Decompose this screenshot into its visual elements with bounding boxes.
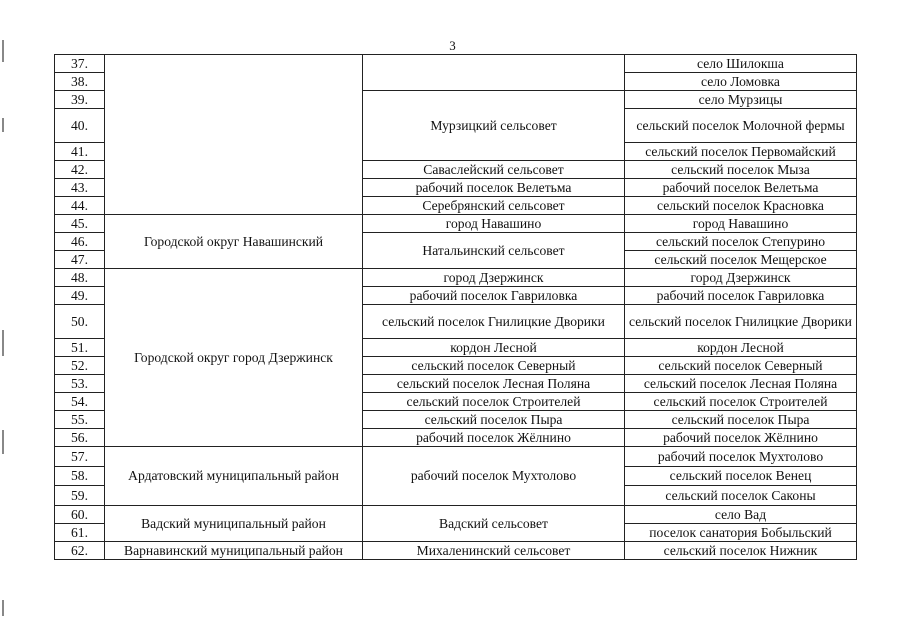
scan-edge-mark — [2, 430, 4, 454]
municipality-cell: Серебрянский сельсовет — [363, 197, 625, 215]
row-number: 44. — [55, 197, 105, 215]
table-row — [55, 55, 857, 73]
municipality-cell: сельский поселок Пыра — [363, 411, 625, 429]
settlement-cell: село Ломовка — [625, 73, 857, 91]
municipality-cell: кордон Лесной — [363, 339, 625, 357]
row-number: 38. — [55, 73, 105, 91]
row-number: 54. — [55, 393, 105, 411]
row-number: 51. — [55, 339, 105, 357]
municipality-cell: сельский поселок Лесная Поляна — [363, 375, 625, 393]
row-number: 46. — [55, 233, 105, 251]
settlement-cell: сельский поселок Молочной фермы — [625, 109, 857, 143]
municipality-cell — [363, 55, 625, 91]
settlement-cell: село Вад — [625, 506, 857, 524]
table-row — [55, 269, 857, 287]
settlement-cell: село Мурзицы — [625, 91, 857, 109]
settlement-cell: сельский поселок Северный — [625, 357, 857, 375]
settlement-cell: сельский поселок Венец — [625, 467, 857, 486]
settlement-cell: рабочий поселок Жёлнино — [625, 429, 857, 447]
municipality-cell: Натальинский сельсовет — [363, 233, 625, 269]
row-number: 50. — [55, 305, 105, 339]
settlement-cell: сельский поселок Гнилицкие Дворики — [625, 305, 857, 339]
settlement-cell: сельский поселок Степурино — [625, 233, 857, 251]
municipality-cell: рабочий поселок Жёлнино — [363, 429, 625, 447]
scan-edge-mark — [2, 600, 4, 616]
municipality-cell: рабочий поселок Велетьма — [363, 179, 625, 197]
row-number: 45. — [55, 215, 105, 233]
scan-edge-mark — [2, 330, 4, 356]
row-number: 43. — [55, 179, 105, 197]
settlement-cell: город Навашино — [625, 215, 857, 233]
municipality-cell: город Навашино — [363, 215, 625, 233]
district-cell: Варнавинский муниципальный район — [105, 542, 363, 560]
municipality-cell: сельский поселок Строителей — [363, 393, 625, 411]
settlement-cell: поселок санатория Бобыльский — [625, 524, 857, 542]
row-number: 59. — [55, 486, 105, 506]
scan-edge-mark — [2, 118, 4, 132]
municipality-cell: Мурзицкий сельсовет — [363, 91, 625, 161]
row-number: 48. — [55, 269, 105, 287]
settlement-cell: сельский поселок Мыза — [625, 161, 857, 179]
district-cell: Городской округ Навашинский — [105, 215, 363, 269]
settlement-cell: сельский поселок Строителей — [625, 393, 857, 411]
table-row — [55, 447, 857, 467]
table-row — [55, 506, 857, 524]
row-number: 37. — [55, 55, 105, 73]
row-number: 58. — [55, 467, 105, 486]
settlement-cell: сельский поселок Лесная Поляна — [625, 375, 857, 393]
table-row — [55, 215, 857, 233]
settlements-table — [54, 54, 857, 560]
page-number: 3 — [449, 38, 456, 53]
row-number: 42. — [55, 161, 105, 179]
municipality-cell: рабочий поселок Мухтолово — [363, 447, 625, 506]
row-number: 52. — [55, 357, 105, 375]
settlement-cell: сельский поселок Саконы — [625, 486, 857, 506]
row-number: 56. — [55, 429, 105, 447]
row-number: 41. — [55, 143, 105, 161]
settlement-cell: сельский поселок Первомайский — [625, 143, 857, 161]
district-cell: Вадский муниципальный район — [105, 506, 363, 542]
settlement-cell: рабочий поселок Мухтолово — [625, 447, 857, 467]
row-number: 62. — [55, 542, 105, 560]
row-number: 47. — [55, 251, 105, 269]
district-cell — [105, 55, 363, 215]
settlement-cell: село Шилокша — [625, 55, 857, 73]
settlement-cell: рабочий поселок Велетьма — [625, 179, 857, 197]
scan-edge-mark — [2, 40, 4, 62]
municipality-cell: Саваслейский сельсовет — [363, 161, 625, 179]
row-number: 61. — [55, 524, 105, 542]
municipality-cell: сельский поселок Северный — [363, 357, 625, 375]
settlement-cell: город Дзержинск — [625, 269, 857, 287]
row-number: 49. — [55, 287, 105, 305]
municipality-cell: сельский поселок Гнилицкие Дворики — [363, 305, 625, 339]
settlement-cell: сельский поселок Красновка — [625, 197, 857, 215]
settlement-cell: сельский поселок Мещерское — [625, 251, 857, 269]
district-cell: Ардатовский муниципальный район — [105, 447, 363, 506]
district-cell: Городской округ город Дзержинск — [105, 269, 363, 447]
row-number: 53. — [55, 375, 105, 393]
row-number: 55. — [55, 411, 105, 429]
municipality-cell: Михаленинский сельсовет — [363, 542, 625, 560]
row-number: 60. — [55, 506, 105, 524]
settlement-cell: сельский поселок Пыра — [625, 411, 857, 429]
row-number: 39. — [55, 91, 105, 109]
row-number: 57. — [55, 447, 105, 467]
row-number: 40. — [55, 109, 105, 143]
settlement-cell: рабочий поселок Гавриловка — [625, 287, 857, 305]
municipality-cell: рабочий поселок Гавриловка — [363, 287, 625, 305]
settlement-cell: кордон Лесной — [625, 339, 857, 357]
table-row — [55, 542, 857, 560]
settlement-cell: сельский поселок Нижник — [625, 542, 857, 560]
municipality-cell: город Дзержинск — [363, 269, 625, 287]
municipality-cell: Вадский сельсовет — [363, 506, 625, 542]
